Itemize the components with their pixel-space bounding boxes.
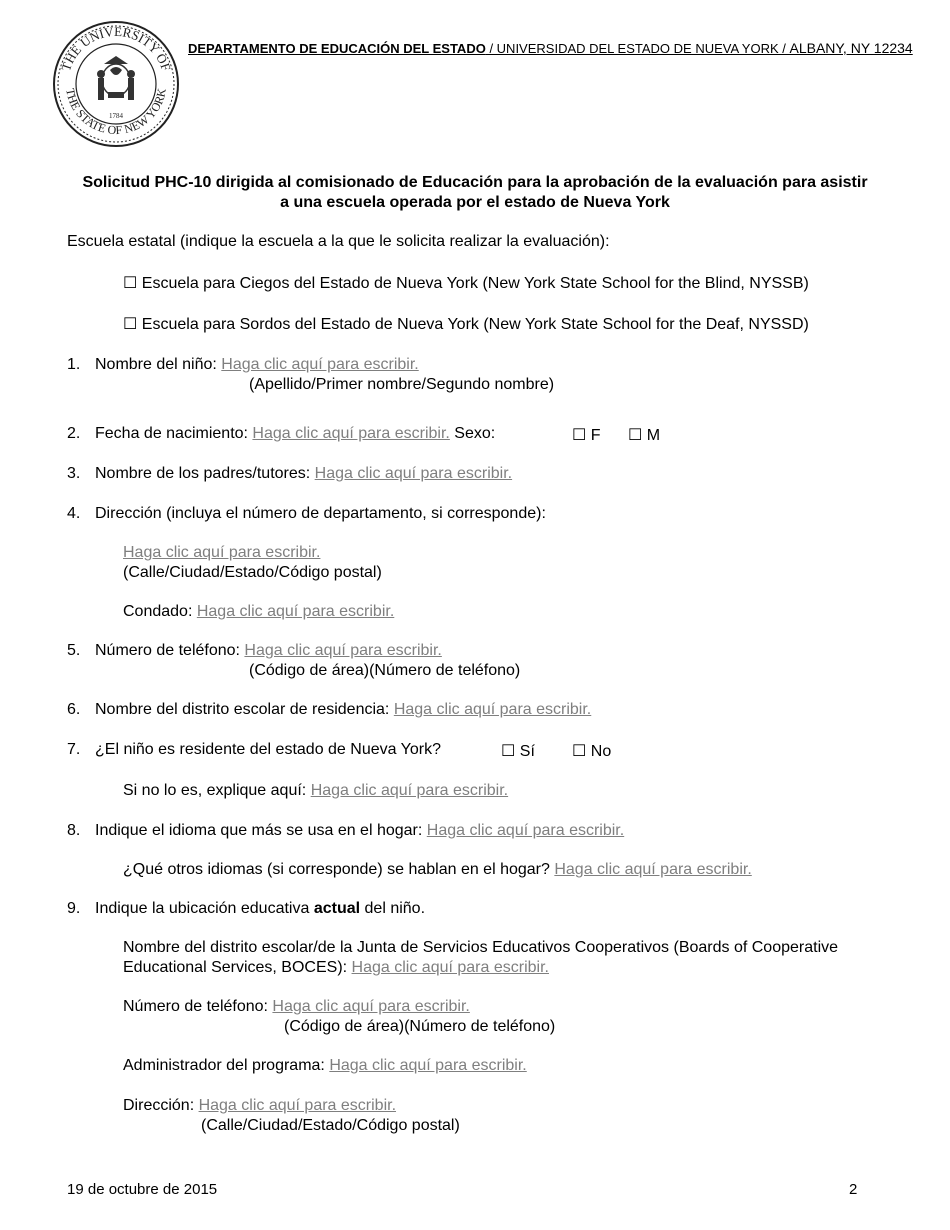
admin-label: Administrador del programa: — [123, 1057, 330, 1074]
form-title — [40, 173, 910, 213]
current-phone-hint: (Código de área)(Número de teléfono) — [284, 1018, 556, 1035]
parents-name-field[interactable]: Haga clic aquí para escribir. — [314, 465, 513, 482]
q8-number: 8. — [67, 822, 81, 839]
q9-label-bold: actual — [313, 900, 361, 917]
district-line1: Nombre del distrito escolar/de la Junta de Servicios Educativos Cooperativos (Boards of Cooperative — [123, 939, 839, 956]
q2-label: Fecha de nacimiento: — [95, 425, 253, 442]
resident-option-yes-label: Sí — [519, 743, 535, 760]
footer-date: 19 de octubre de 2015 — [67, 1181, 218, 1198]
q4-hint: (Calle/Ciudad/Estado/Código postal) — [123, 564, 382, 581]
current-address-field[interactable]: Haga clic aquí para escribir. — [198, 1097, 397, 1114]
sex-option-f-label: F — [590, 427, 601, 444]
q9-label-pre: Indique la ubicación educativa — [95, 900, 314, 917]
sex-option-f — [572, 425, 601, 445]
school-prompt: Escuela estatal (indique la escuela a la que le solicita realizar la evaluación): — [67, 233, 610, 250]
q7-number: 7. — [67, 741, 81, 758]
current-address-row — [123, 1097, 396, 1115]
school-option-deaf — [123, 314, 809, 334]
q4-number: 4. — [67, 505, 81, 522]
letterhead-location: ALBANY, NY 12234 — [789, 40, 913, 56]
letterhead-university: / UNIVERSIDAD DEL ESTADO DE NUEVA YORK / — [485, 41, 790, 56]
child-name-field[interactable]: Haga clic aquí para escribir. — [221, 356, 419, 373]
letterhead — [188, 40, 913, 56]
q3-label: Nombre de los padres/tutores: — [95, 465, 315, 482]
other-languages-label: ¿Qué otros idiomas (si corresponde) se hablan en el hogar? — [123, 861, 555, 878]
home-language-field[interactable]: Haga clic aquí para escribir. — [426, 822, 625, 839]
q2-row — [95, 425, 495, 443]
form-title-line2: a una escuela operada por el estado de Nueva York — [280, 194, 670, 211]
q9-label — [95, 900, 425, 918]
nys-education-seal — [52, 20, 180, 148]
resident-option-no-label: No — [590, 743, 612, 760]
q5-label: Número de teléfono: — [95, 642, 245, 659]
explain-label: Si no lo es, explique aquí: — [123, 782, 311, 799]
svg-text:THE UNIVERSITY OF — [58, 24, 174, 73]
q8-row — [95, 822, 624, 840]
school-option-blind — [123, 273, 809, 293]
admin-field[interactable]: Haga clic aquí para escribir. — [329, 1057, 527, 1074]
checkbox-resident-no[interactable]: ☐ — [572, 743, 587, 760]
q5-hint: (Código de área)(Número de teléfono) — [249, 662, 521, 679]
address-field — [123, 544, 320, 562]
checkbox-resident-yes[interactable]: ☐ — [501, 743, 516, 760]
q9-label-post: del niño. — [360, 900, 426, 917]
current-address-hint: (Calle/Ciudad/Estado/Código postal) — [201, 1117, 460, 1134]
q1-row — [95, 356, 419, 374]
residence-district-field[interactable]: Haga clic aquí para escribir. — [393, 701, 592, 718]
q6-number: 6. — [67, 701, 81, 718]
birth-date-field[interactable]: Haga clic aquí para escribir. — [252, 425, 450, 442]
q3-row — [95, 465, 512, 483]
checkbox-sex-f[interactable]: ☐ — [572, 427, 587, 444]
form-title-line1: Solicitud PHC-10 dirigida al comisionado de Educación para la aprobación de la evaluación para asistir — [82, 174, 868, 191]
q4-label: Dirección (incluya el número de departamento, si corresponde): — [95, 505, 546, 522]
district-label: Educational Services, BOCES): — [123, 959, 352, 976]
other-languages-field[interactable]: Haga clic aquí para escribir. — [554, 861, 752, 878]
checkbox-nyssd[interactable]: ☐ — [123, 316, 138, 333]
q1-label: Nombre del niño: — [95, 356, 222, 373]
address-input[interactable]: Haga clic aquí para escribir. — [123, 544, 321, 561]
q6-row — [95, 701, 591, 719]
admin-row — [123, 1057, 527, 1075]
sex-label: Sexo: — [449, 425, 496, 442]
q8-label: Indique el idioma que más se usa en el hogar: — [95, 822, 427, 839]
county-row — [123, 603, 394, 621]
letterhead-department: DEPARTAMENTO DE EDUCACIÓN DEL ESTADO — [188, 41, 486, 56]
checkbox-sex-m[interactable]: ☐ — [628, 427, 643, 444]
sex-option-m-label: M — [646, 427, 661, 444]
q2-number: 2. — [67, 425, 81, 442]
explain-field[interactable]: Haga clic aquí para escribir. — [310, 782, 509, 799]
school-option-deaf-label: Escuela para Sordos del Estado de Nueva York (New York State School for the Deaf, NYSSD) — [141, 316, 809, 333]
current-phone-row — [123, 998, 470, 1016]
county-field[interactable]: Haga clic aquí para escribir. — [196, 603, 395, 620]
explain-row — [123, 782, 508, 800]
district-row — [123, 959, 549, 977]
resident-option-yes — [501, 741, 535, 761]
seal-text-bottom: THE STATE OF NEW YORK — [63, 87, 169, 138]
q1-number: 1. — [67, 356, 81, 373]
other-languages-row — [123, 861, 752, 879]
sex-option-m — [628, 425, 660, 445]
current-phone-label: Número de teléfono: — [123, 998, 273, 1015]
q3-number: 3. — [67, 465, 81, 482]
q5-number: 5. — [67, 642, 81, 659]
seal-text-top: THE UNIVERSITY OF — [58, 23, 174, 73]
page-number: 2 — [849, 1181, 858, 1198]
q9-number: 9. — [67, 900, 81, 917]
current-address-label: Dirección: — [123, 1097, 199, 1114]
current-district-field[interactable]: Haga clic aquí para escribir. — [351, 959, 549, 976]
q7-label: ¿El niño es residente del estado de Nueva York? — [95, 741, 442, 758]
checkbox-nyssb[interactable]: ☐ — [123, 275, 138, 292]
phone-field[interactable]: Haga clic aquí para escribir. — [244, 642, 442, 659]
school-option-blind-label: Escuela para Ciegos del Estado de Nueva York (New York State School for the Blind, NYSSB) — [141, 275, 809, 292]
current-phone-field[interactable]: Haga clic aquí para escribir. — [272, 998, 470, 1015]
q5-row — [95, 642, 442, 660]
seal-year: 1784 — [109, 112, 123, 120]
resident-option-no — [572, 741, 611, 761]
q1-hint: (Apellido/Primer nombre/Segundo nombre) — [249, 376, 555, 393]
county-label: Condado: — [123, 603, 197, 620]
q6-label: Nombre del distrito escolar de residencia: — [95, 701, 394, 718]
